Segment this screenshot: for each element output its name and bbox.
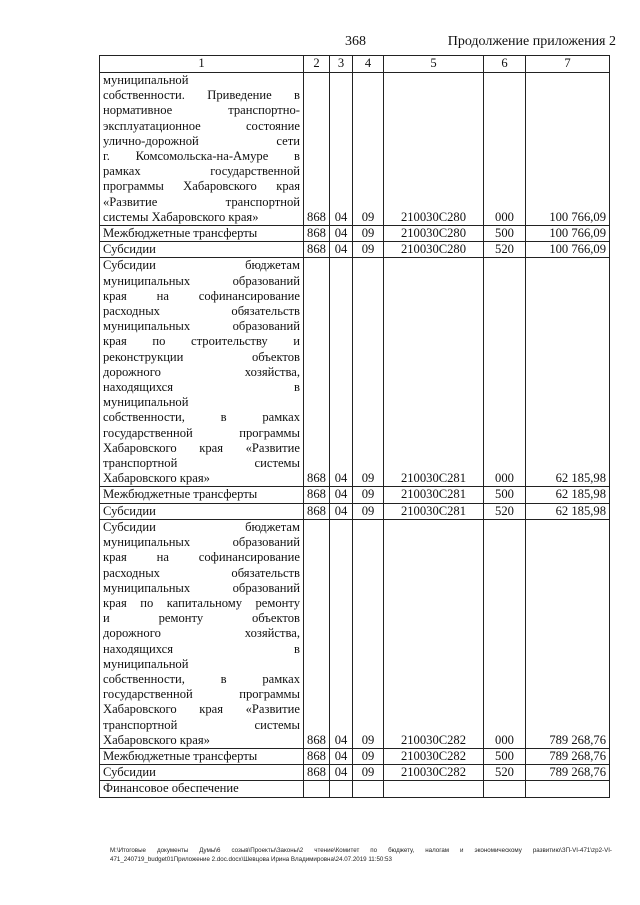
section-cell: 04	[330, 242, 353, 258]
item-name-line: собственности. Приведение в	[103, 88, 300, 103]
page-number: 368	[345, 34, 366, 49]
item-name-line: муниципальных образований	[103, 319, 300, 334]
file-path-footer: М:\Итоговые документы Думы\6 созыв\Проекты\Законы\2 чтение\Комитет по бюджету, налогам и экономическому развитию\ЗП-VI-471\zp2-VI-471_240719_budget01Приложение 2.doc.docx\Шевцова Ирина Владимировна\24.07.2019 11:50:53	[110, 847, 612, 863]
expense-type-cell: 500	[484, 226, 526, 242]
item-name-line: муниципальной	[103, 73, 189, 87]
table-row	[100, 73, 610, 226]
expense-type-cell: 500	[484, 487, 526, 503]
item-name-line: расходных обязательств	[103, 304, 300, 319]
item-name-line: транспортной системы	[103, 717, 300, 732]
subsection-cell: 09	[353, 487, 384, 503]
section-cell: 04	[330, 487, 353, 503]
item-name-cell	[100, 765, 304, 781]
item-name-line: Субсидии	[103, 242, 156, 257]
table-row	[100, 242, 610, 258]
target-article-cell: 210030С282	[384, 765, 484, 781]
continuation-note: Продолжение приложения 2	[447, 34, 616, 49]
admin-code-cell	[304, 781, 330, 797]
item-name-line: Хабаровского края «Развитие	[103, 440, 300, 455]
item-name-line: Субсидии бюджетам	[103, 519, 300, 534]
amount-cell	[526, 781, 610, 797]
item-name-line: улично-дорожной сети	[103, 133, 300, 148]
column-header: 7	[526, 56, 610, 73]
admin-code-cell: 868	[304, 226, 330, 242]
item-name-line: Субсидии	[103, 765, 156, 780]
item-name-line: Субсидии	[103, 503, 156, 518]
section-cell	[330, 781, 353, 797]
item-name-line: системы Хабаровского края»	[103, 209, 259, 224]
item-name-line: Финансовое обеспечение	[103, 781, 239, 796]
table-row	[100, 487, 610, 503]
column-header: 4	[353, 56, 384, 73]
admin-code-cell: 868	[304, 487, 330, 503]
target-article-cell: 210030С281	[384, 503, 484, 519]
target-article-cell: 210030С280	[384, 242, 484, 258]
item-name-line: Субсидии бюджетам	[103, 258, 300, 273]
item-name-line: муниципальной	[103, 656, 189, 671]
target-article-cell: 210030С281	[384, 487, 484, 503]
item-name-line: края на софинансирование	[103, 288, 300, 303]
admin-code-cell: 868	[304, 765, 330, 781]
item-name-line: находящихся в	[103, 641, 300, 656]
section-cell: 04	[330, 519, 353, 748]
column-header: 3	[330, 56, 353, 73]
expense-type-cell: 000	[484, 258, 526, 487]
budget-table	[99, 55, 610, 798]
item-name-line: муниципальных образований	[103, 535, 300, 550]
amount-cell: 100 766,09	[526, 73, 610, 226]
item-name-line: края на софинансирование	[103, 550, 300, 565]
item-name-line: Межбюджетные трансферты	[103, 748, 258, 763]
expense-type-cell: 520	[484, 765, 526, 781]
admin-code-cell: 868	[304, 73, 330, 226]
target-article-cell: 210030С282	[384, 748, 484, 764]
section-cell: 04	[330, 765, 353, 781]
item-name-line: Хабаровского края»	[103, 732, 210, 747]
item-name-cell	[100, 258, 304, 487]
admin-code-cell: 868	[304, 748, 330, 764]
item-name-cell	[100, 73, 304, 226]
expense-type-cell: 520	[484, 242, 526, 258]
admin-code-cell: 868	[304, 258, 330, 487]
column-header: 5	[384, 56, 484, 73]
table-row	[100, 519, 610, 748]
amount-cell: 100 766,09	[526, 242, 610, 258]
item-name-cell	[100, 242, 304, 258]
item-name-cell	[100, 748, 304, 764]
amount-cell: 789 268,76	[526, 765, 610, 781]
item-name-cell	[100, 519, 304, 748]
amount-cell: 789 268,76	[526, 748, 610, 764]
item-name-line: находящихся в	[103, 380, 300, 395]
item-name-cell	[100, 781, 304, 797]
item-name-line: государственной программы	[103, 425, 300, 440]
item-name-line: Межбюджетные трансферты	[103, 226, 258, 241]
subsection-cell	[353, 781, 384, 797]
subsection-cell: 09	[353, 765, 384, 781]
table-row	[100, 781, 610, 797]
item-name-cell	[100, 503, 304, 519]
item-name-line: «Развитие транспортной	[103, 194, 300, 209]
item-name-line: дорожного хозяйства,	[103, 626, 300, 641]
amount-cell: 789 268,76	[526, 519, 610, 748]
expense-type-cell: 000	[484, 73, 526, 226]
item-name-line: транспортной системы	[103, 456, 300, 471]
item-name-line: государственной программы	[103, 687, 300, 702]
item-name-line: муниципальных образований	[103, 580, 300, 595]
target-article-cell: 210030С281	[384, 258, 484, 487]
expense-type-cell	[484, 781, 526, 797]
table-header-row	[100, 56, 610, 73]
item-name-line: Хабаровского края «Развитие	[103, 702, 300, 717]
item-name-line: г. Комсомольска-на-Амуре в	[103, 149, 300, 164]
item-name-cell	[100, 226, 304, 242]
item-name-line: Хабаровского края»	[103, 471, 210, 486]
section-cell: 04	[330, 503, 353, 519]
table-row	[100, 226, 610, 242]
admin-code-cell: 868	[304, 242, 330, 258]
section-cell: 04	[330, 226, 353, 242]
admin-code-cell: 868	[304, 503, 330, 519]
subsection-cell: 09	[353, 748, 384, 764]
column-header: 6	[484, 56, 526, 73]
item-name-line: муниципальных образований	[103, 273, 300, 288]
expense-type-cell: 500	[484, 748, 526, 764]
amount-cell: 62 185,98	[526, 503, 610, 519]
amount-cell: 62 185,98	[526, 258, 610, 487]
item-name-line: Межбюджетные трансферты	[103, 487, 258, 502]
column-header: 1	[100, 56, 304, 73]
target-article-cell: 210030С280	[384, 226, 484, 242]
table-row	[100, 748, 610, 764]
admin-code-cell: 868	[304, 519, 330, 748]
amount-cell: 62 185,98	[526, 487, 610, 503]
item-name-line: программы Хабаровского края	[103, 179, 300, 194]
table-row	[100, 503, 610, 519]
table-row	[100, 765, 610, 781]
subsection-cell: 09	[353, 519, 384, 748]
expense-type-cell: 520	[484, 503, 526, 519]
subsection-cell: 09	[353, 242, 384, 258]
target-article-cell: 210030С280	[384, 73, 484, 226]
item-name-line: края по капитальному ремонту	[103, 595, 300, 610]
item-name-line: муниципальной	[103, 395, 189, 410]
item-name-line: реконструкции объектов	[103, 349, 300, 364]
item-name-line: края по строительству и	[103, 334, 300, 349]
item-name-line: и ремонту объектов	[103, 611, 300, 626]
target-article-cell	[384, 781, 484, 797]
target-article-cell: 210030С282	[384, 519, 484, 748]
item-name-line: собственности, в рамках	[103, 671, 300, 686]
section-cell: 04	[330, 258, 353, 487]
table-body	[100, 73, 610, 798]
amount-cell: 100 766,09	[526, 226, 610, 242]
subsection-cell: 09	[353, 258, 384, 487]
expense-type-cell: 000	[484, 519, 526, 748]
subsection-cell: 09	[353, 226, 384, 242]
section-cell: 04	[330, 73, 353, 226]
subsection-cell: 09	[353, 503, 384, 519]
column-header: 2	[304, 56, 330, 73]
item-name-line: расходных обязательств	[103, 565, 300, 580]
item-name-line: собственности, в рамках	[103, 410, 300, 425]
item-name-cell	[100, 487, 304, 503]
item-name-line: эксплуатационное состояние	[103, 118, 300, 133]
table-row	[100, 258, 610, 487]
item-name-line: нормативное транспортно-	[103, 103, 300, 118]
section-cell: 04	[330, 748, 353, 764]
item-name-line: рамках государственной	[103, 164, 300, 179]
subsection-cell: 09	[353, 73, 384, 226]
item-name-line: дорожного хозяйства,	[103, 364, 300, 379]
